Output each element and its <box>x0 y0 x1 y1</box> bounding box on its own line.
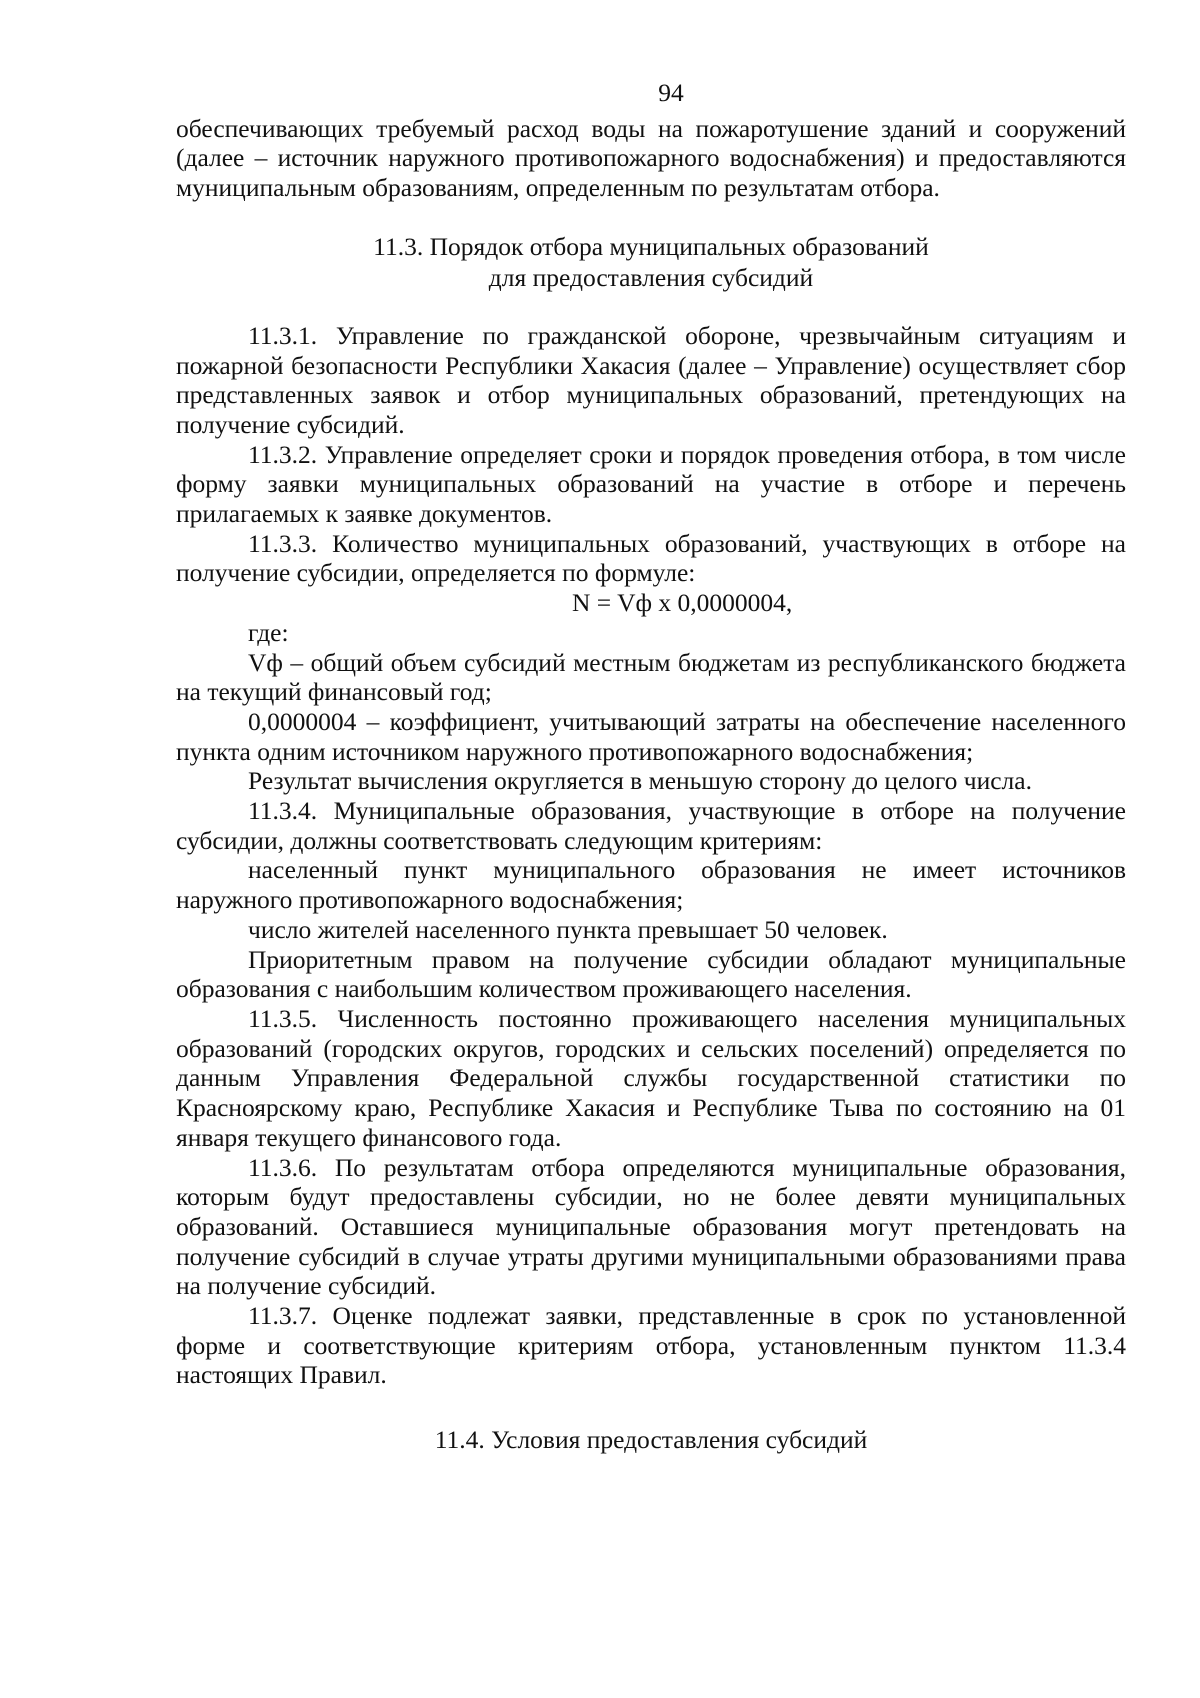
formula-term-coefficient: 0,0000004 – коэффициент, учитывающий затраты на обеспечение населенного пункта одним источником наружного противопожарного водоснабжения; <box>176 706 1126 766</box>
formula-where: где: <box>248 617 289 647</box>
paragraph-continuation: обеспечивающих требуемый расход воды на пожаротушение зданий и сооружений (далее – источник наружного противопожарного водоснабжения) и предоставляются муниципальным образованиям, определенным по результатам отбора. <box>176 113 1126 203</box>
paragraph-11-3-5: 11.3.5. Численность постоянно проживающего населения муниципальных образований (городских округов, городских и сельских поселений) определяется по данным Управления Федеральной службы государственной статистики по Красноярскому краю, Республике Хакасия и Республике Тыва по состоянию на 01 января текущего финансового года. <box>176 1003 1126 1152</box>
paragraph-11-3-7: 11.3.7. Оценке подлежат заявки, представленные в срок по установленной форме и соответствующие критериям отбора, установленным пунктом 11.3.4 настоящих Правил. <box>176 1301 1126 1390</box>
paragraph-rounding: Результат вычисления округляется в меньшую сторону до целого числа. <box>248 766 1032 796</box>
page-number: 94 <box>658 78 684 107</box>
document-page <box>176 78 1126 1455</box>
formula: N = Vф х 0,0000004, <box>572 588 793 618</box>
section-heading-11-4: 11.4. Условия предоставления субсидий <box>434 1425 868 1455</box>
paragraph-11-3-1: 11.3.1. Управление по гражданской обороне, чрезвычайным ситуациям и пожарной безопасности Республики Хакасия (далее – Управление) осуществляет сбор представленных заявок и отбор муниципальных образований, претендующих на получение субсидий. <box>176 320 1126 439</box>
paragraph-11-3-2: 11.3.2. Управление определяет сроки и порядок проведения отбора, в том числе форму заявки муниципальных образований на участие в отборе и перечень прилагаемых к заявке документов. <box>176 439 1126 529</box>
paragraph-11-3-3: 11.3.3. Количество муниципальных образований, участвующих в отборе на получение субсидии, определяется по формуле: <box>176 528 1126 588</box>
section-heading-11-3-line-2: для предоставления субсидий <box>488 262 814 292</box>
section-heading-11-3-line-1: 11.3. Порядок отбора муниципальных образований <box>373 231 929 261</box>
criterion-2: число жителей населенного пункта превышает 50 человек. <box>248 914 888 944</box>
criterion-1: населенный пункт муниципального образования не имеет источников наружного противопожарного водоснабжения; <box>176 855 1126 915</box>
paragraph-priority: Приоритетным правом на получение субсидии обладают муниципальные образования с наибольшим количеством проживающего населения. <box>176 944 1126 1004</box>
paragraph-11-3-6: 11.3.6. По результатам отбора определяются муниципальные образования, которым будут предоставлены субсидии, но не более девяти муниципальных образований. Оставшиеся муниципальные образования могут претендовать на получение субсидий в случае утраты другими муниципальными образованиями права на получение субсидий. <box>176 1152 1126 1301</box>
paragraph-11-3-4: 11.3.4. Муниципальные образования, участвующие в отборе на получение субсидии, должны соответствовать следующим критериям: <box>176 796 1126 855</box>
formula-term-vf: Vф – общий объем субсидий местным бюджетам из республиканского бюджета на текущий финансовый год; <box>176 647 1126 707</box>
